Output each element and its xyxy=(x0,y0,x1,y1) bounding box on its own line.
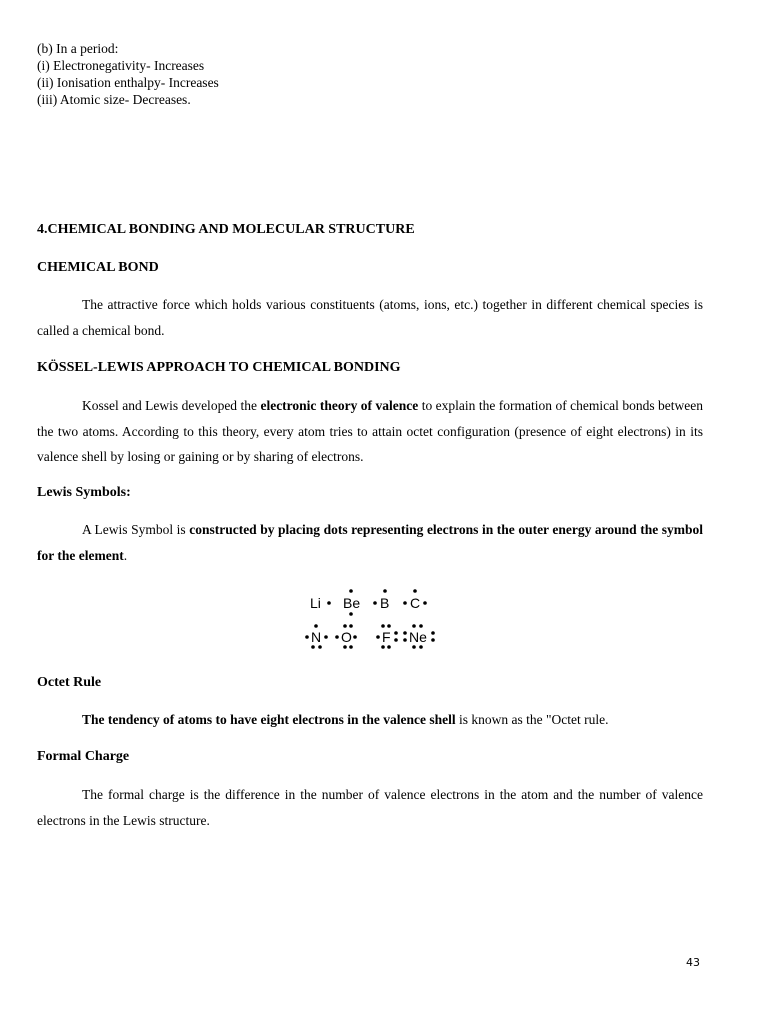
electron-dot xyxy=(349,645,353,649)
page-number: 43 xyxy=(686,956,700,969)
kossel-lewis-text-start: Kossel and Lewis developed the xyxy=(82,398,261,413)
electron-dot xyxy=(419,645,423,649)
chemical-bond-paragraph xyxy=(37,292,703,343)
lewis-symbol-o: O xyxy=(341,629,352,645)
period-list-intro: (b) In a period: xyxy=(37,41,119,56)
electron-dot xyxy=(353,635,357,639)
electron-dot xyxy=(413,589,417,593)
electron-dot xyxy=(431,638,435,642)
electron-dot xyxy=(349,624,353,628)
chapter-title: 4.CHEMICAL BONDING AND MOLECULAR STRUCTURE xyxy=(37,222,415,237)
kossel-lewis-paragraph xyxy=(37,393,703,470)
electron-dot xyxy=(324,635,328,639)
electron-dot xyxy=(318,645,322,649)
chemical-bond-heading: CHEMICAL BOND xyxy=(37,260,159,275)
electron-dot xyxy=(394,638,398,642)
electron-dot xyxy=(412,624,416,628)
lewis-symbol-ne: Ne xyxy=(409,629,427,645)
electron-dot xyxy=(343,645,347,649)
lewis-symbol-f: F xyxy=(382,629,391,645)
lewis-symbols-paragraph xyxy=(37,517,703,568)
electronic-theory-term: electronic theory of valence xyxy=(260,398,419,413)
electron-dot xyxy=(305,635,309,639)
period-list-item-2: (ii) Ionisation enthalpy- Increases xyxy=(37,75,219,90)
lewis-symbol-n: N xyxy=(311,629,322,645)
period-list-item-1: (i) Electronegativity- Increases xyxy=(37,58,205,73)
formal-charge-paragraph xyxy=(37,782,703,833)
electron-dot xyxy=(381,624,385,628)
electron-dot xyxy=(403,601,407,605)
electron-dot xyxy=(383,589,387,593)
octet-rule-heading: Octet Rule xyxy=(37,675,102,690)
electron-dot xyxy=(311,645,315,649)
lewis-symbols-text-end: . xyxy=(123,547,128,563)
electron-dot xyxy=(327,601,331,605)
electron-dot xyxy=(412,645,416,649)
electron-dot xyxy=(343,624,347,628)
electron-dot xyxy=(419,624,423,628)
electron-dot xyxy=(403,638,407,642)
electron-dot xyxy=(335,635,339,639)
electron-dot xyxy=(431,631,435,635)
octet-rule-text-end: is known as the "Octet rule. xyxy=(455,712,609,727)
chemical-bond-text: The attractive force which holds various constituents (atoms, ions, etc.) together in different chemical species is called a chemical bond. xyxy=(37,297,703,338)
lewis-symbols-figure xyxy=(298,585,448,655)
kossel-lewis-text-rest: to explain the formation of chemical bonds between the two atoms. According to this theory, every atom tries to attain octet configuration (presence of eight electrons) in its valence shell by losing or gaining or by sharing of electrons. xyxy=(37,398,703,464)
octet-rule-definition: The tendency of atoms to have eight electrons in the valence shell xyxy=(82,712,456,727)
electron-dot xyxy=(423,601,427,605)
period-list-item-3: (iii) Atomic size- Decreases. xyxy=(37,92,191,107)
electron-dot xyxy=(381,645,385,649)
formal-charge-text: The formal charge is the difference in the number of valence electrons in the atom and the number of valence electrons in the Lewis structure. xyxy=(37,787,703,828)
lewis-symbols-definition: constructed by placing dots representing electrons in the outer energy around the symbol for the element xyxy=(37,522,704,563)
electron-dot xyxy=(387,645,391,649)
kossel-lewis-heading: KÖSSEL-LEWIS APPROACH TO CHEMICAL BONDING xyxy=(37,360,401,375)
electron-dot xyxy=(349,589,353,593)
electron-dot xyxy=(373,601,377,605)
lewis-symbol-c: C xyxy=(410,595,421,611)
lewis-symbol-li: Li xyxy=(310,595,321,611)
lewis-symbol-be: Be xyxy=(343,595,361,611)
electron-dot xyxy=(314,624,318,628)
electron-dot xyxy=(403,631,407,635)
electron-dot xyxy=(376,635,380,639)
octet-rule-paragraph xyxy=(82,712,608,728)
electron-dot xyxy=(394,631,398,635)
lewis-row-1 xyxy=(310,589,427,616)
electron-dot xyxy=(349,612,353,616)
formal-charge-heading: Formal Charge xyxy=(37,749,130,764)
lewis-symbol-b: B xyxy=(380,595,390,611)
lewis-row-2 xyxy=(305,624,435,649)
lewis-symbols-heading: Lewis Symbols: xyxy=(37,485,131,500)
lewis-symbols-text-start: A Lewis Symbol is xyxy=(82,522,190,537)
electron-dot xyxy=(387,624,391,628)
